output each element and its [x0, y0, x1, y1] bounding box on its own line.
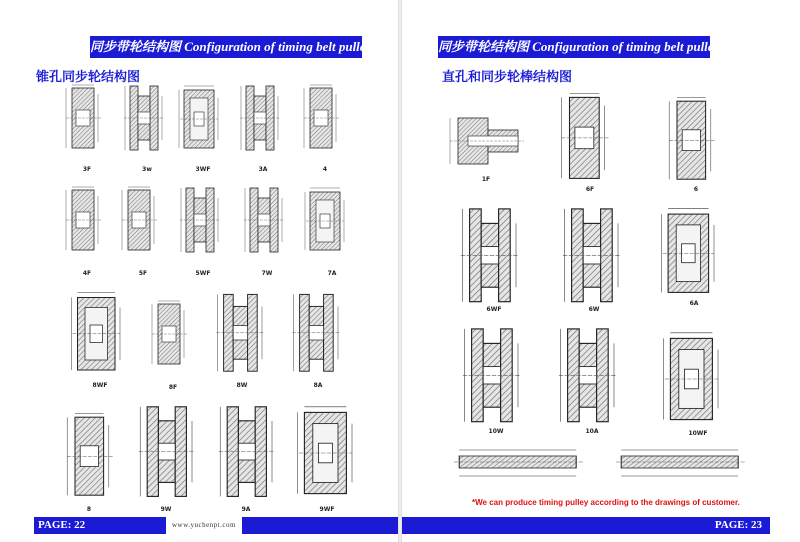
drawing-shaft-2 [616, 446, 748, 490]
drawing-9wf [296, 404, 358, 516]
drawing-9w [136, 404, 196, 516]
drawing-3w [122, 84, 172, 174]
right-banner: 同步带轮结构图 Configuration of timing belt pulleys [438, 36, 710, 58]
drawing-label: 10WF [688, 430, 708, 437]
drawing-shaft-1 [454, 446, 586, 490]
drawing-5f [118, 186, 168, 278]
drawing-label: 10W [488, 428, 504, 435]
left-section-title: 锥孔同步轮结构图 [36, 70, 141, 85]
drawing-8 [62, 412, 116, 516]
drawing-label: 3w [142, 166, 152, 173]
drawing-9a [216, 404, 276, 516]
drawing-8wf [70, 290, 130, 392]
drawing-8w [214, 292, 270, 392]
drawing-8f [148, 300, 198, 392]
left-banner: 同步带轮结构图 Configuration of timing belt pulleys [90, 36, 362, 58]
right-section-title: 直孔和同步轮棒结构图 [442, 70, 573, 85]
left-page [0, 0, 398, 542]
drawing-label: 8F [168, 384, 178, 391]
drawing-label: 8A [313, 382, 323, 389]
drawing-1f [444, 108, 528, 186]
right-page-footer [402, 517, 770, 534]
drawing-label: 6 [693, 186, 699, 193]
drawing-6w [554, 206, 634, 316]
drawing-10w [456, 326, 536, 440]
drawing-5wf [178, 186, 228, 278]
drawing-label: 4F [82, 270, 92, 277]
drawing-label: 5WF [195, 270, 211, 277]
drawing-label: 6W [588, 306, 600, 313]
page-number: PAGE: 23 [714, 519, 762, 531]
drawing-label: 7A [327, 270, 337, 277]
drawing-4f [62, 186, 112, 278]
drawing-label: 10A [585, 428, 599, 435]
page-number: PAGE: 22 [38, 519, 86, 531]
drawing-3wf [178, 84, 228, 174]
drawing-7a [304, 186, 360, 278]
drawing-6 [658, 96, 734, 196]
drawing-label: 8WF [92, 382, 108, 389]
drawing-6wf [452, 206, 536, 316]
drawing-6a [654, 206, 734, 310]
drawing-label: 8 [86, 506, 92, 513]
drawing-label: 1F [481, 176, 491, 183]
drawing-3f [62, 84, 112, 174]
drawing-10wf [658, 330, 738, 440]
drawing-label: 6A [689, 300, 699, 307]
custom-order-note: *We can produce timing pulley according to the drawings of customer. [472, 498, 740, 507]
drawing-label: 7W [261, 270, 273, 277]
drawing-label: 8W [236, 382, 248, 389]
drawing-7w [242, 186, 292, 278]
right-page [402, 0, 800, 542]
drawing-label: 3A [258, 166, 268, 173]
drawing-label: 3WF [195, 166, 211, 173]
drawing-label: 6WF [486, 306, 502, 313]
website-url: www.yuchenpt.com [166, 517, 242, 534]
drawing-label: 3F [82, 166, 92, 173]
drawing-label: 9W [160, 506, 172, 513]
drawing-label: 4 [322, 166, 328, 173]
drawing-label: 5F [138, 270, 148, 277]
drawing-4 [300, 84, 350, 174]
drawing-10a [552, 326, 632, 440]
drawing-label: 9A [241, 506, 251, 513]
drawing-label: 9WF [319, 506, 335, 513]
drawing-8a [290, 292, 346, 392]
left-page-footer [34, 517, 398, 534]
drawing-label: 6F [585, 186, 595, 193]
drawing-6f [550, 92, 630, 196]
drawing-3a [238, 84, 288, 174]
